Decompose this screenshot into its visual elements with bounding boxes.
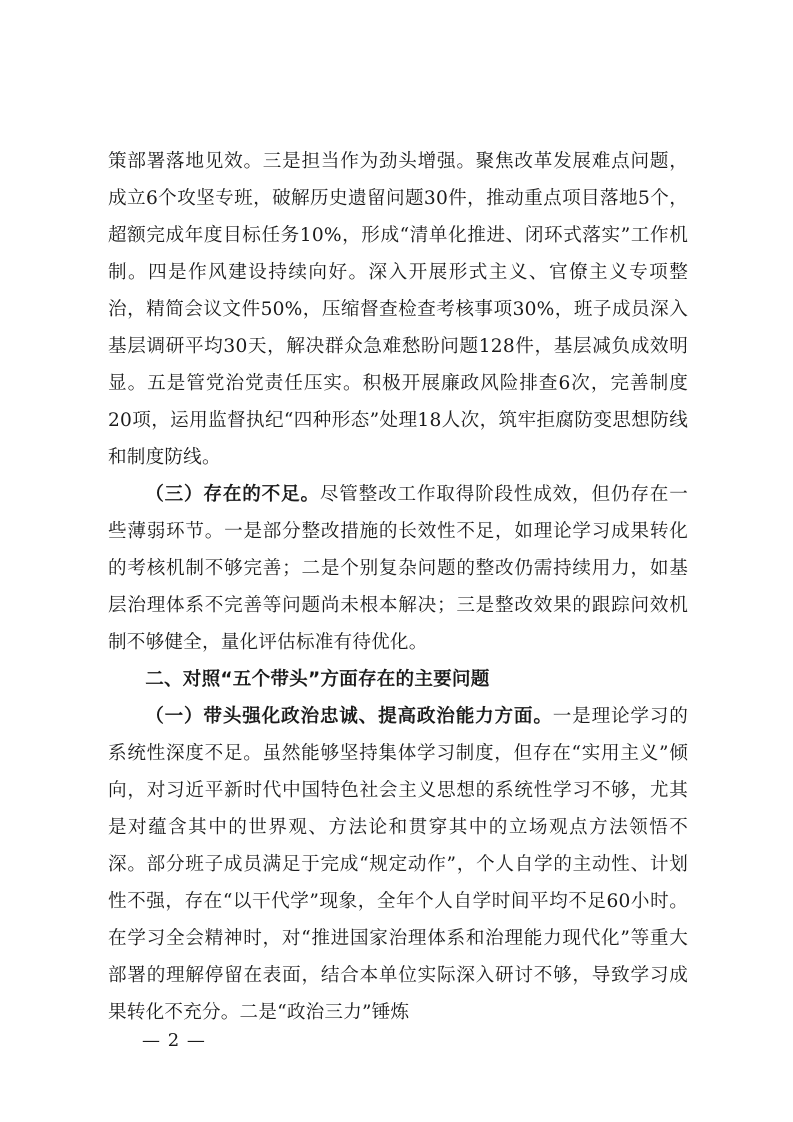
paragraph-text: 尽管整改工作取得阶段性成效，但仍存在一些薄弱环节。一是部分整改措施的长效性不足，如理论学习成果转化的考核机制不够完善；二是个别复杂问题的整改仍需持续用力，如基层治理体系不完善等问题尚未根本解决；三是整改效果的跟踪问效机制不够健全，量化评估标准有待优化。 xyxy=(108,484,688,653)
subsection-lead: （一）带头强化政治忠诚、提高政治能力方面。 xyxy=(145,706,553,727)
paragraph-political-loyalty xyxy=(108,698,688,1031)
subsection-lead: （三）存在的不足。 xyxy=(145,484,320,505)
paragraph-shortcomings xyxy=(108,476,688,661)
paragraph-text: 策部署落地见效。三是担当作为劲头增强。聚焦改革发展难点问题，成立6个攻坚专班，破解历史遗留问题30件，推动重点项目落地5个，超额完成年度目标任务10%，形成“清单化推进、闭环式落实”工作机制。四是作风建设持续向好。深入开展形式主义、官僚主义专项整治，精简会议文件50%，压缩督查检查考核事项30%，班子成员深入基层调研平均30天，解决群众急难愁盼问题128件，基层减负成效明显。五是管党治党责任压实。积极开展廉政风险排查6次，完善制度20项，运用监督执纪“四种形态”处理18人次，筑牢拒腐防变思想防线和制度防线。 xyxy=(108,151,688,468)
paragraph-text: 一是理论学习的系统性深度不足。虽然能够坚持集体学习制度，但存在“实用主义”倾向，对习近平新时代中国特色社会主义思想的系统性学习不够，尤其是对蕴含其中的世界观、方法论和贯穿其中的立场观点方法领悟不深。部分班子成员满足于完成“规定动作”，个人自学的主动性、计划性不强，存在“以干代学”现象，全年个人自学时间平均不足60小时。在学习全会精神时，对“推进国家治理体系和治理能力现代化”等重大部署的理解停留在表面，结合本单位实际深入研讨不够，导致学习成果转化不充分。二是“政治三力”锤炼 xyxy=(108,706,689,1023)
section-heading-text: 二、对照“五个带头”方面存在的主要问题 xyxy=(145,669,490,690)
section-heading xyxy=(108,661,688,698)
page-number: — 2 — xyxy=(142,1030,206,1051)
document-body xyxy=(108,143,688,1031)
paragraph-continued-achievements xyxy=(108,143,688,476)
